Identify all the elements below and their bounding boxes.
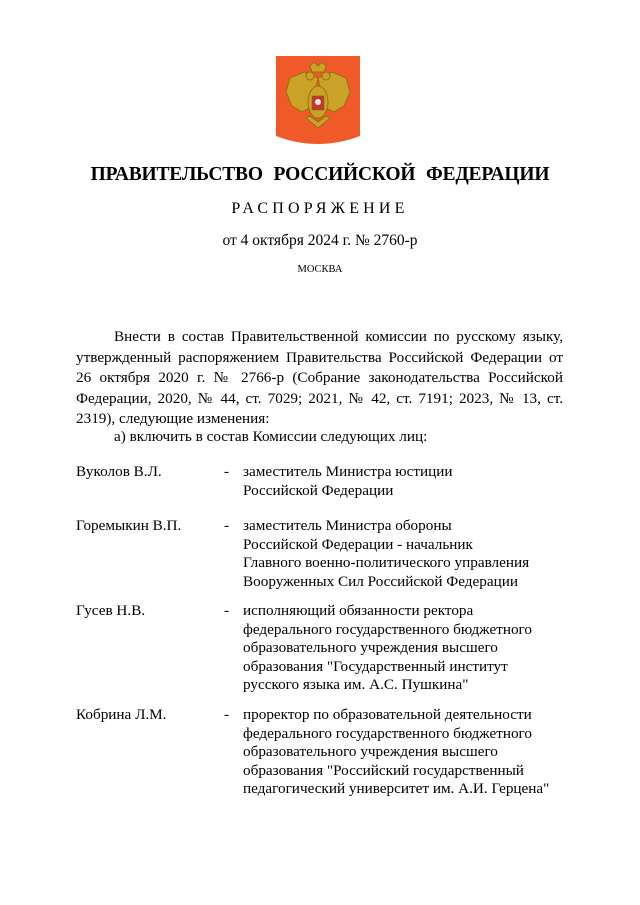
- separator-dash: -: [224, 517, 230, 534]
- document-city: МОСКВА: [297, 264, 343, 275]
- position-line: педагогический университет им. А.И. Герцена": [243, 780, 550, 798]
- item-a: а) включить в состав Комиссии следующих лиц:: [114, 428, 428, 445]
- position-line: заместитель Министра обороны: [243, 517, 452, 534]
- position-line: Российской Федерации: [243, 481, 394, 499]
- government-title: ПРАВИТЕЛЬСТВО РОССИЙСКОЙ ФЕДЕРАЦИИ: [90, 164, 550, 185]
- position-line: образования "Государственный институт: [243, 657, 508, 675]
- person-position: [243, 706, 573, 799]
- document-type: РАСПОРЯЖЕНИЕ: [231, 200, 409, 217]
- russian-coat-of-arms-icon: [276, 56, 360, 144]
- position-line: образования "Российский государственный: [243, 761, 524, 779]
- separator-dash: -: [224, 463, 230, 480]
- person-position: [243, 463, 573, 500]
- position-line: федерального государственного бюджетного: [243, 724, 533, 742]
- position-line: Российской Федерации - начальник: [243, 535, 473, 553]
- person-name: Кобрина Л.М.: [76, 706, 167, 723]
- person-position: [243, 602, 573, 695]
- position-line: образовательного учреждения высшего: [243, 639, 498, 657]
- position-line: заместитель Министра юстиции: [243, 463, 453, 480]
- document-date-number: от 4 октября 2024 г. № 2760-р: [222, 232, 418, 249]
- position-line: Главного военно-политического управления: [243, 554, 530, 572]
- person-name: Гусев Н.В.: [76, 602, 146, 619]
- intro-paragraph: Внести в состав Правительственной комиссии по русскому языку, утвержденный распоряжением Правительства Российской Федерации от 26 октября 2020 г. № 2766-р (Собрание законодательства Российской Федерации, 2020, № 44, ст. 7029; 2021, № 42, ст. 7191; 2023, № 13, ст. 2319), следующие изменения:: [76, 328, 563, 427]
- separator-dash: -: [224, 706, 230, 723]
- position-line: федерального государственного бюджетного: [243, 620, 533, 638]
- position-line: проректор по образовательной деятельности: [243, 706, 532, 723]
- person-name: Горемыкин В.П.: [76, 517, 182, 534]
- position-line: русского языка им. А.С. Пушкина": [243, 676, 469, 694]
- separator-dash: -: [224, 602, 230, 619]
- position-line: образовательного учреждения высшего: [243, 743, 498, 761]
- person-name: Вуколов В.Л.: [76, 463, 162, 480]
- position-line: Вооруженных Сил Российской Федерации: [243, 572, 518, 590]
- person-position: [243, 517, 573, 591]
- position-line: исполняющий обязанности ректора: [243, 602, 474, 619]
